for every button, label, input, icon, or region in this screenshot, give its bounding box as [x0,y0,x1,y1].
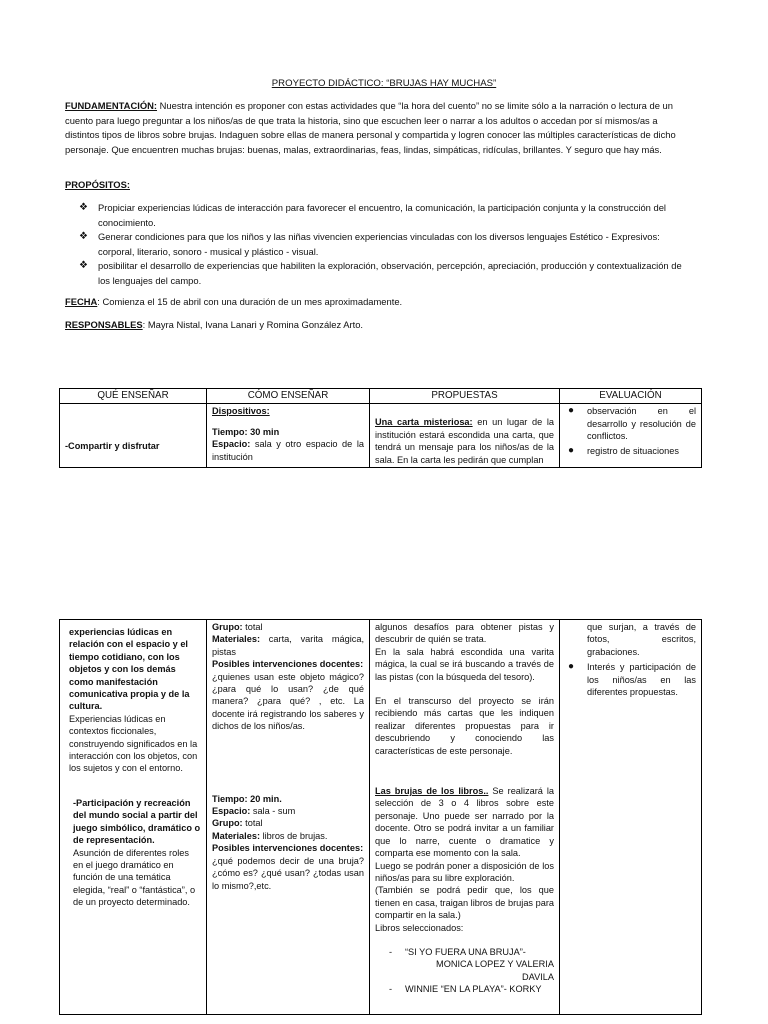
brujas-libros-title: Las brujas de los libros.. [375,786,489,797]
planning-table-top [59,388,702,468]
fundamentacion-text: Nuestra intención es proponer con estas actividades que “la hora del cuento” no se limite sólo a la narración o lectura de un cuento para luego preguntar a los niños/as de que trata la historia, sino que escuchen leer o narrar a los adultos o accedan por sí mismos/as a distintos tipos de libros sobre brujas. Indaguen sobre ellas de manera personal y compartida y logren conocer las múltiples características de dicho personaje. Que encuentren muchas brujas: buenas, malas, extraordinarias, feas, lindas, simpáticas, ridículas, brillantes. Y seguro que hay más. [65,100,676,155]
cell-que-row1 [60,404,207,468]
intervenciones-text: ¿qué podemos decir de una bruja? ¿cómo es? ¿qué usan? ¿todas usan lo mismo?,etc. [212,855,364,891]
grupo-label: Grupo: [212,818,243,829]
carta-text: en un lugar de la institución estará escondida una carta, que tendrá un mensaje para los niños/as de la sala. En la carta les pedirán que cumplan [375,417,554,465]
diamond-bullet-icon: ❖ [79,202,88,213]
eval-text: observación en el desarrollo y resolución de conflictos. [587,406,696,442]
materiales-value: libros de brujas. [260,830,328,841]
diamond-bullet-icon: ❖ [79,260,88,272]
propuesta-text: (También se podrá pedir que, los que tienen en casa, traigan libros de brujas para compartir en la sala.) [375,885,554,921]
propuesta-text: Luego se podrán poner a disposición de los niños/as para su libre exploración. [375,860,554,883]
responsables-line [65,318,687,333]
fecha-text: : Comienza el 15 de abril con una duración de un mes aproximadamente. [97,296,403,307]
responsables-label: RESPONSABLES [65,319,143,330]
document-title: PROYECTO DIDÁCTICO: “BRUJAS HAY MUCHAS” [271,78,497,89]
book-title: “SI YO FUERA UNA BRUJA”- [405,946,526,957]
cell-evaluacion-row1 [560,404,702,468]
tiempo-line [212,426,364,438]
propuesta-text: algunos desafíos para obtener pistas y descubrir de quién se trata. [375,622,554,645]
grupo-value: total [242,622,263,632]
propositos-heading [65,178,687,193]
book-authors: MONICA LOPEZ Y VALERIA DAVILA [436,959,554,982]
dash-bullet: - [389,946,393,957]
eval-item [565,405,696,442]
espacio-line [212,805,364,817]
fundamentacion-label: FUNDAMENTACIÓN: [65,100,158,111]
bullet-icon: ● [568,444,575,456]
book-item [375,946,554,983]
libros-seleccionados-label: Libros seleccionados: [375,922,464,933]
eval-text: que surjan, a través de fotos, escritos, grabaciones. [587,622,696,657]
responsables-text: : Mayra Nistal, Ivana Lanari y Romina González Arto. [142,319,364,330]
cell-propuestas-row1 [370,404,560,468]
header-evaluacion: EVALUACIÓN [560,389,702,404]
dispositivos-label: Dispositivos: [212,406,270,417]
espacio-line [212,438,364,463]
grupo-line [212,621,364,633]
eval-item [565,445,696,457]
cell-evaluacion-row2 [560,620,702,1015]
dash-bullet: - [389,984,393,995]
eval-text: Interés y participación de los niños/as en las diferentes propuestas. [587,662,696,698]
fecha-line [65,295,687,310]
header-como-ensenar: CÓMO ENSEÑAR [207,389,370,404]
materiales-value: carta, varita mágica, pistas [212,634,364,657]
espacio-label: Espacio: [212,439,251,450]
eval-text: registro de situaciones [587,445,679,456]
list-item-text: Propiciar experiencias lúdicas de interacción para favorecer el encuentro, la comunicación, la participación conjunta y la construcción del conocimiento. [98,202,667,228]
que-text-2: Asunción de diferentes roles en el juego dramático en función de una temática elegida, “real” o “fantástica”, o de un proyecto determinado. [73,847,196,908]
grupo-value: total [242,818,263,829]
diamond-bullet-icon: ❖ [79,231,88,243]
propositos-list [65,201,687,289]
espacio-label: Espacio: [212,806,251,817]
que-bold-2: -Participación y recreación del mundo social a partir del juego simbólico, dramático o de representación. [73,797,201,846]
que-bold-1: experiencias lúdicas en relación con el espacio y el tiempo cotidiano, con los objetos y con los demás como manifestación comunicativa propia y de la cultura. [69,627,190,712]
carta-title: Una carta misteriosa: [375,417,473,428]
eval-item [565,661,696,698]
list-item [65,230,687,259]
propositos-label: PROPÓSITOS: [65,179,130,190]
intervenciones-text: ¿quienes usan este objeto mágico? ¿para qué lo usan? ¿de qué manera? ¿para qué? , etc. La docente irá registrando los saberes y dichos de los niños/as. [212,671,364,732]
book-title: WINNIE “EN LA PLAYA”- KORKY [405,984,542,995]
tiempo-value: 20 min. [247,793,282,804]
list-item-text: Generar condiciones para que los niños y las niñas vivencien experiencias vinculadas con los diversos lenguajes Estético - Expresivos: corporal, literario, sonoro - musical y plástico - visual. [98,231,660,257]
list-item [65,201,687,230]
header-que-ensenar: QUÉ ENSEÑAR [60,389,207,404]
bullet-icon: ● [568,661,575,673]
propuesta-text: En la sala habrá escondida una varita mágica, la cual se irá buscando a través de las pistas (con la búsqueda del tesoro). [375,646,554,682]
tiempo-value: 30 min [247,426,280,437]
header-propuestas: PROPUESTAS [370,389,560,404]
intervenciones-label: Posibles intervenciones docentes: [212,659,364,670]
tiempo-label: Tiempo: [212,793,248,804]
cell-como-row1 [207,404,370,468]
cell-como-row2 [207,620,370,1015]
espacio-value: sala - sum [250,806,296,817]
grupo-label: Grupo: [212,622,243,632]
planning-table-bottom [59,619,702,1015]
propuesta-text: En el transcurso del proyecto se irán recibiendo más cartas que les indiquen realizar diferentes propuestas para ir descubriendo y conociendo las características de este personaje. [375,696,554,756]
materiales-label: Materiales: [212,830,261,841]
materiales-line [212,830,364,842]
fecha-label: FECHA [65,296,98,307]
cell-que-row2 [60,620,207,1015]
grupo-line [212,817,364,829]
cell-propuestas-row2 [370,620,560,1015]
que-text-1: Experiencias lúdicas en contextos ficcionales, construyendo significados en la interacción con los objetos, con los sujetos y con el entorno. [69,713,198,774]
propuesta-text: Se realizará la selección de 3 o 4 libros sobre este personaje. Uno puede ser narrado por la docente. Otro se podrá invitar a un familiar que lo narre, cuente o dramatice y comparta ese momento con la sala. [375,786,554,859]
espacio-value: sala y otro espacio de la institución [212,439,364,462]
fundamentacion-paragraph [65,99,687,157]
bullet-icon: ● [568,405,575,417]
list-item [65,259,687,288]
que-text: -Compartir y disfrutar [65,441,160,452]
list-item-text: posibilitar el desarrollo de experiencias que habiliten la exploración, observación, percepción, apreciación, producción y contextualización de los lenguajes del campo. [98,260,682,286]
book-item [375,983,554,995]
tiempo-label: Tiempo: [212,426,248,437]
materiales-line [212,633,364,658]
brujas-libros-paragraph [375,785,554,859]
tiempo-line [212,793,364,805]
materiales-label: Materiales: [212,634,261,645]
intervenciones-label: Posibles intervenciones docentes: [212,843,364,854]
